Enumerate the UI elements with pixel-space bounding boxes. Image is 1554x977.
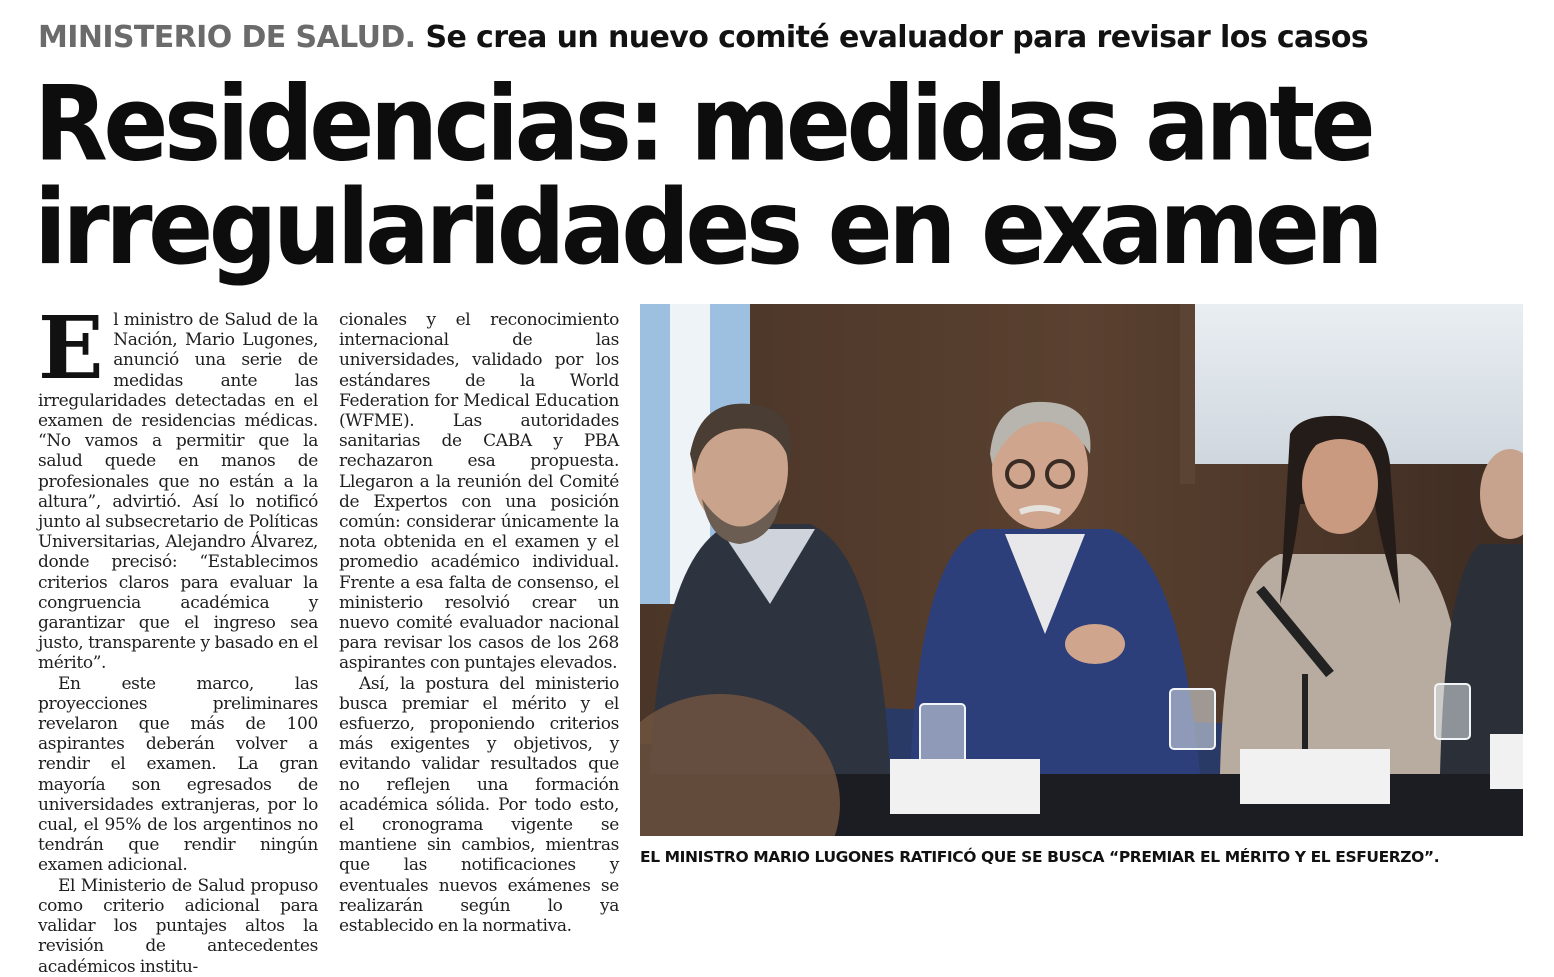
article-column-1 (38, 298, 318, 977)
article-paragraph (38, 298, 318, 674)
article-column-2 (339, 310, 619, 936)
photo-illustration (640, 304, 1523, 836)
drop-cap: E (38, 298, 104, 399)
article-paragraph: cionales y el reconocimiento internacional de las universidades, validado por los estándares de la World Federation for Medical Education (WFME). Las autoridades sanitarias de CABA y PBA rechazaron esa propuesta. Llegaron a la reunión del Comité de Expertos con una posición común: considerar únicamente la nota obtenida en el examen y el promedio académico individual. Frente a esa falta de consenso, el ministerio resolvió crear un nuevo comité evaluador nacional para revisar los casos de los 268 aspirantes con puntajes elevados. (339, 310, 619, 674)
headline-line-2: irregularidades en examen (34, 167, 1380, 288)
press-photo (640, 304, 1523, 836)
section-label: MINISTERIO DE SALUD. (38, 20, 416, 55)
headline-line-1: Residencias: medidas ante (34, 63, 1372, 185)
article-paragraph: En este marco, las proyecciones preliminares revelaron que más de 100 aspirantes deberán volver a rendir el examen. La gran mayoría son egresados de universidades extranjeras, por lo cual, el 95% de los argentinos no tendrán que rendir ningún examen adicional. (38, 673, 318, 876)
photo-caption: EL MINISTRO MARIO LUGONES RATIFICÓ QUE SE BUSCA “PREMIAR EL MÉRITO Y EL ESFUERZO”. (640, 848, 1440, 866)
kicker (38, 20, 1368, 64)
headline (34, 63, 1534, 288)
article-paragraph: El Ministerio de Salud propuso como criterio adicional para validar los puntajes altos la revisión de antecedentes académicos institu- (38, 875, 318, 977)
article-paragraph: Así, la postura del ministerio busca premiar el mérito y el esfuerzo, proponiendo criterios más exigentes y objetivos, y evitando validar resultados que no reflejen una formación académica sólida. Por todo esto, el cronograma vigente se mantiene sin cambios, mientras que las notificaciones y eventuales nuevos exámenes se realizarán según lo ya establecido en la normativa. (339, 673, 619, 937)
paragraph-text: l ministro de Salud de la Nación, Mario Lugones, anunció una serie de medidas ante las irregularidades detectadas en el examen de residencias médicas. “No vamos a permitir que la salud quede en manos de profesionales que no están a la altura”, advirtió. Así lo notificó junto al subsecretario de Políticas Universitarias, Alejandro Álvarez, donde precisó: “Establecimos criterios claros para evaluar la congruencia académica y garantizar que el ingreso sea justo, transparente y basado en el mérito”. (38, 310, 318, 674)
subheadline: Se crea un nuevo comité evaluador para revisar los casos (425, 20, 1369, 55)
